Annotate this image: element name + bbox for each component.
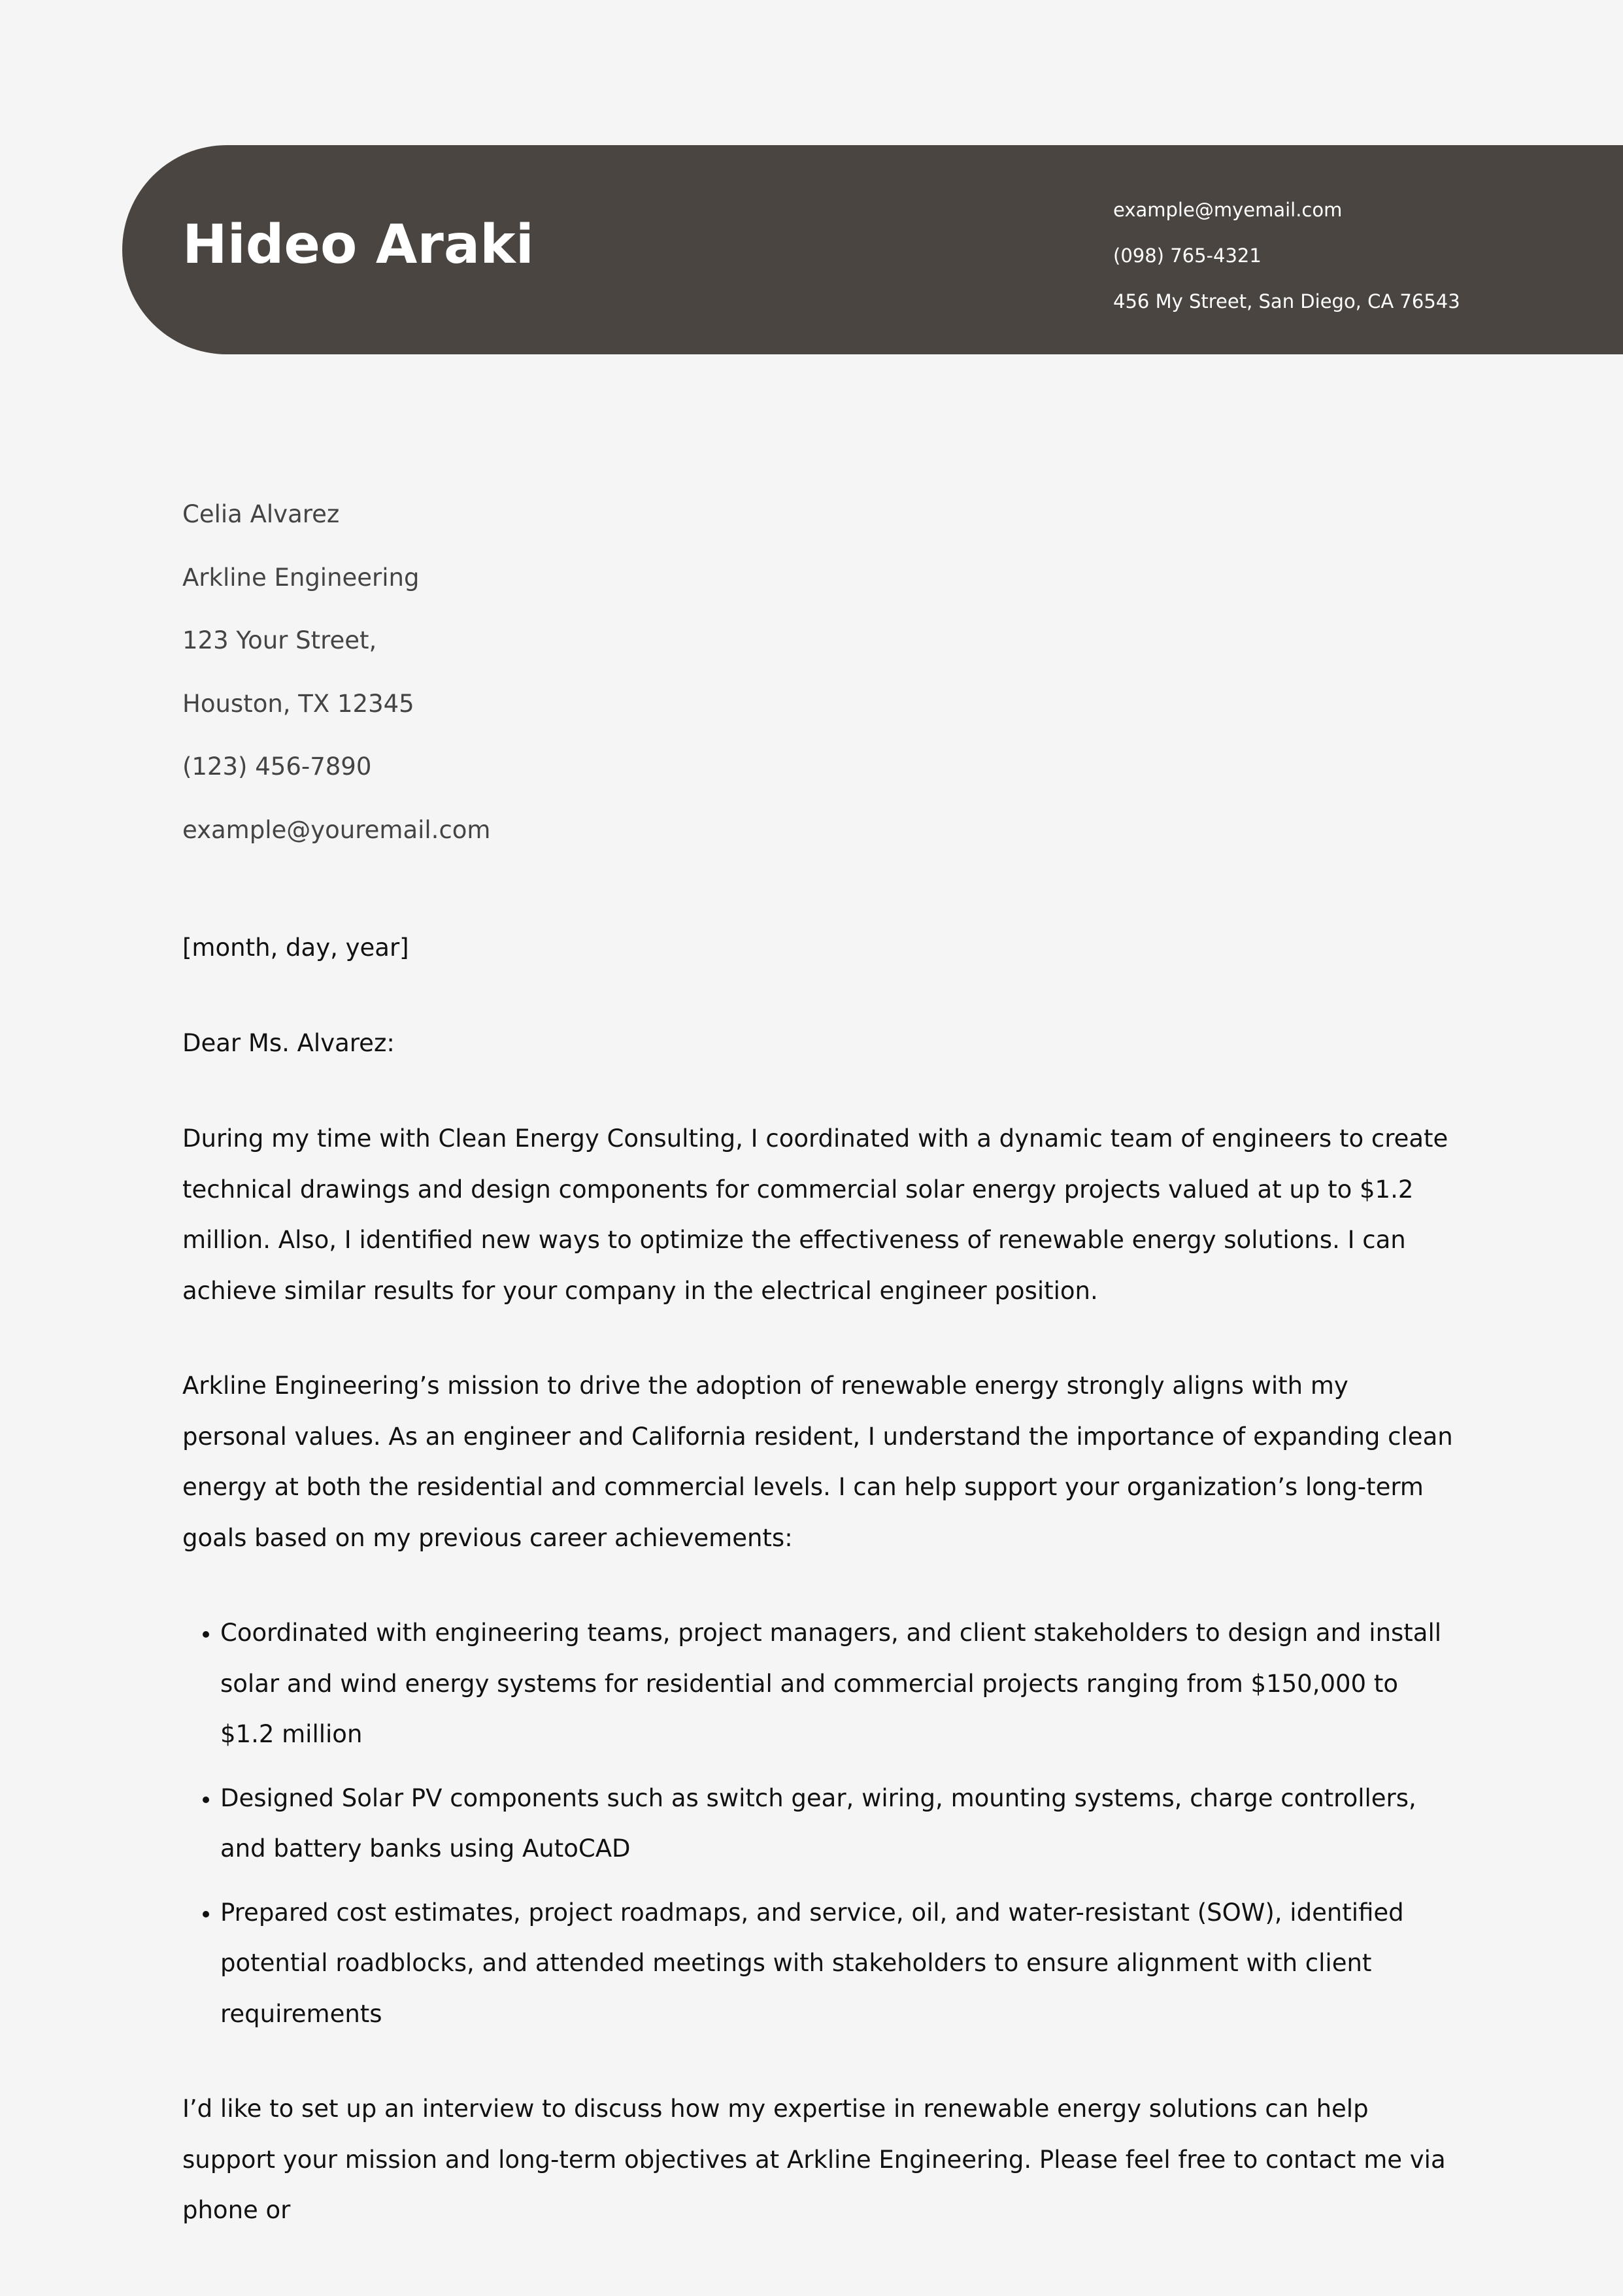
recipient-city: Houston, TX 12345 [182, 689, 414, 718]
letter-paragraph-2: Arkline Engineering’s mission to drive the adoption of renewable energy strongly aligns with my personal values. As an engineer and California resident, I understand the importance of expanding clean energy at both the residential and commercial levels. I can help support your organization’s long-term goals based on my previous career achievements: [182, 1372, 1453, 1552]
list-item: • Prepared cost estimates, project roadmaps, and service, oil, and water-resistant (SOW), identified potential roadblocks, and attended meetings with stakeholders to ensure alignment with client requirements [220, 1887, 1457, 2040]
recipient-email[interactable]: example@youremail.com [182, 815, 491, 844]
recipient-street: 123 Your Street, [182, 626, 377, 654]
sender-name: Hideo Araki [182, 214, 534, 276]
sender-phone[interactable]: (098) 765-4321 [1113, 245, 1262, 267]
list-item: • Designed Solar PV components such as switch gear, wiring, mounting systems, charge controllers, and battery banks using AutoCAD [220, 1773, 1457, 1874]
list-item: • Coordinated with engineering teams, project managers, and client stakeholders to design and install solar and wind energy systems for residential and commercial projects ranging from $150,000 to $1.2 million [220, 1608, 1457, 1760]
header-banner [122, 145, 1623, 354]
sender-contact [1113, 187, 1460, 324]
letter-greeting: Dear Ms. Alvarez: [182, 1029, 395, 1057]
recipient-block [182, 483, 490, 862]
letter-paragraph-1: During my time with Clean Energy Consulting, I coordinated with a dynamic team of engineers to create technical drawings and design components for commercial solar energy projects valued at up to $1.2 million. Also, I identified new ways to optimize the effectiveness of renewable energy solutions. I can achieve similar results for your company in the electrical engineer position. [182, 1124, 1448, 1305]
sender-address: 456 My Street, San Diego, CA 76543 [1113, 290, 1460, 312]
letter-paragraph-3: I’d like to set up an interview to discuss how my expertise in renewable energy solutions can help support your mission and long-term objectives at Arkline Engineering. Please feel free to contact me via phone or [182, 2095, 1446, 2224]
letter-date: [month, day, year] [182, 934, 409, 962]
recipient-name: Celia Alvarez [182, 500, 340, 528]
achievement-list [182, 1608, 1457, 2039]
sender-email[interactable]: example@myemail.com [1113, 199, 1343, 221]
recipient-company: Arkline Engineering [182, 563, 420, 592]
recipient-phone[interactable]: (123) 456-7890 [182, 752, 372, 781]
letter-body [182, 922, 1457, 2236]
